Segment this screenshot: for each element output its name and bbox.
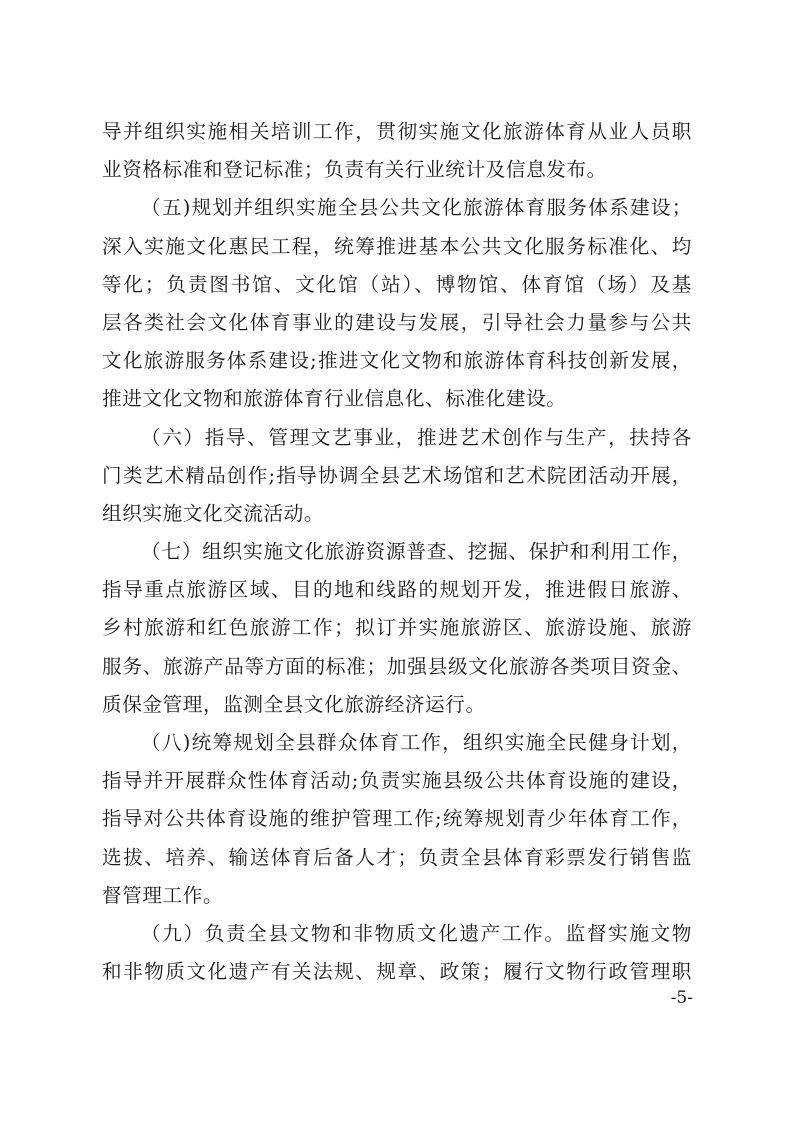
text-line: 质保金管理，监测全县文化旅游经济运行。 [102,692,486,716]
text-line: 选拔、培养、输送体育后备人才；负责全县体育彩票发行销售监 [102,845,692,869]
body-text [102,113,692,991]
text-line: 组织实施文化交流活动。 [102,501,325,525]
text-line: 层各类社会文化体育事业的建设与发展，引导社会力量参与公共 [102,310,692,334]
text-line: 门类艺术精品创作;指导协调全县艺术场馆和艺术院团活动开展， [102,463,692,487]
text-line: 指导重点旅游区域、目的地和线路的规划开发，推进假日旅游、 [102,578,692,602]
text-line: （六）指导、管理文艺事业，推进艺术创作与生产，扶持各 [141,425,692,449]
text-line: （五)规划并组织实施全县公共文化旅游体育服务体系建设； [141,196,692,220]
text-line: 推进文化文物和旅游体育行业信息化、标准化建设。 [102,387,567,411]
text-line: 业资格标准和登记标准；负责有关行业统计及信息发布。 [102,158,607,182]
text-line: 指导并开展群众性体育活动;负责实施县级公共体育设施的建设， [102,769,692,793]
text-line: 深入实施文化惠民工程，统筹推进基本公共文化服务标准化、均 [102,234,692,258]
text-line: 乡村旅游和红色旅游工作；拟订并实施旅游区、旅游设施、旅游 [102,616,692,640]
text-line: （八)统筹规划全县群众体育工作，组织实施全民健身计划， [141,731,692,754]
text-line: 指导对公共体育设施的维护管理工作;统筹规划青少年体育工作， [102,807,692,831]
text-line: 导并组织实施相关培训工作，贯彻实施文化旅游体育从业人员职 [102,120,692,143]
text-line: （七）组织实施文化旅游资源普查、挖掘、保护和利用工作， [141,540,692,564]
text-line: 督管理工作。 [102,883,224,907]
text-line: 和非物质文化遗产有关法规、规章、政策；履行文物行政管理职 [102,960,692,984]
page-number: -5- [670,988,693,1008]
text-line: 服务、旅游产品等方面的标准；加强县级文化旅游各类项目资金、 [102,654,692,678]
text-line: 文化旅游服务体系建设;推进文化文物和旅游体育科技创新发展， [102,349,692,373]
text-line: （九）负责全县文物和非物质文化遗产工作。监督实施文物 [141,921,692,945]
text-line: 等化；负责图书馆、文化馆（站）、博物馆、体育馆（场）及基 [102,272,692,296]
